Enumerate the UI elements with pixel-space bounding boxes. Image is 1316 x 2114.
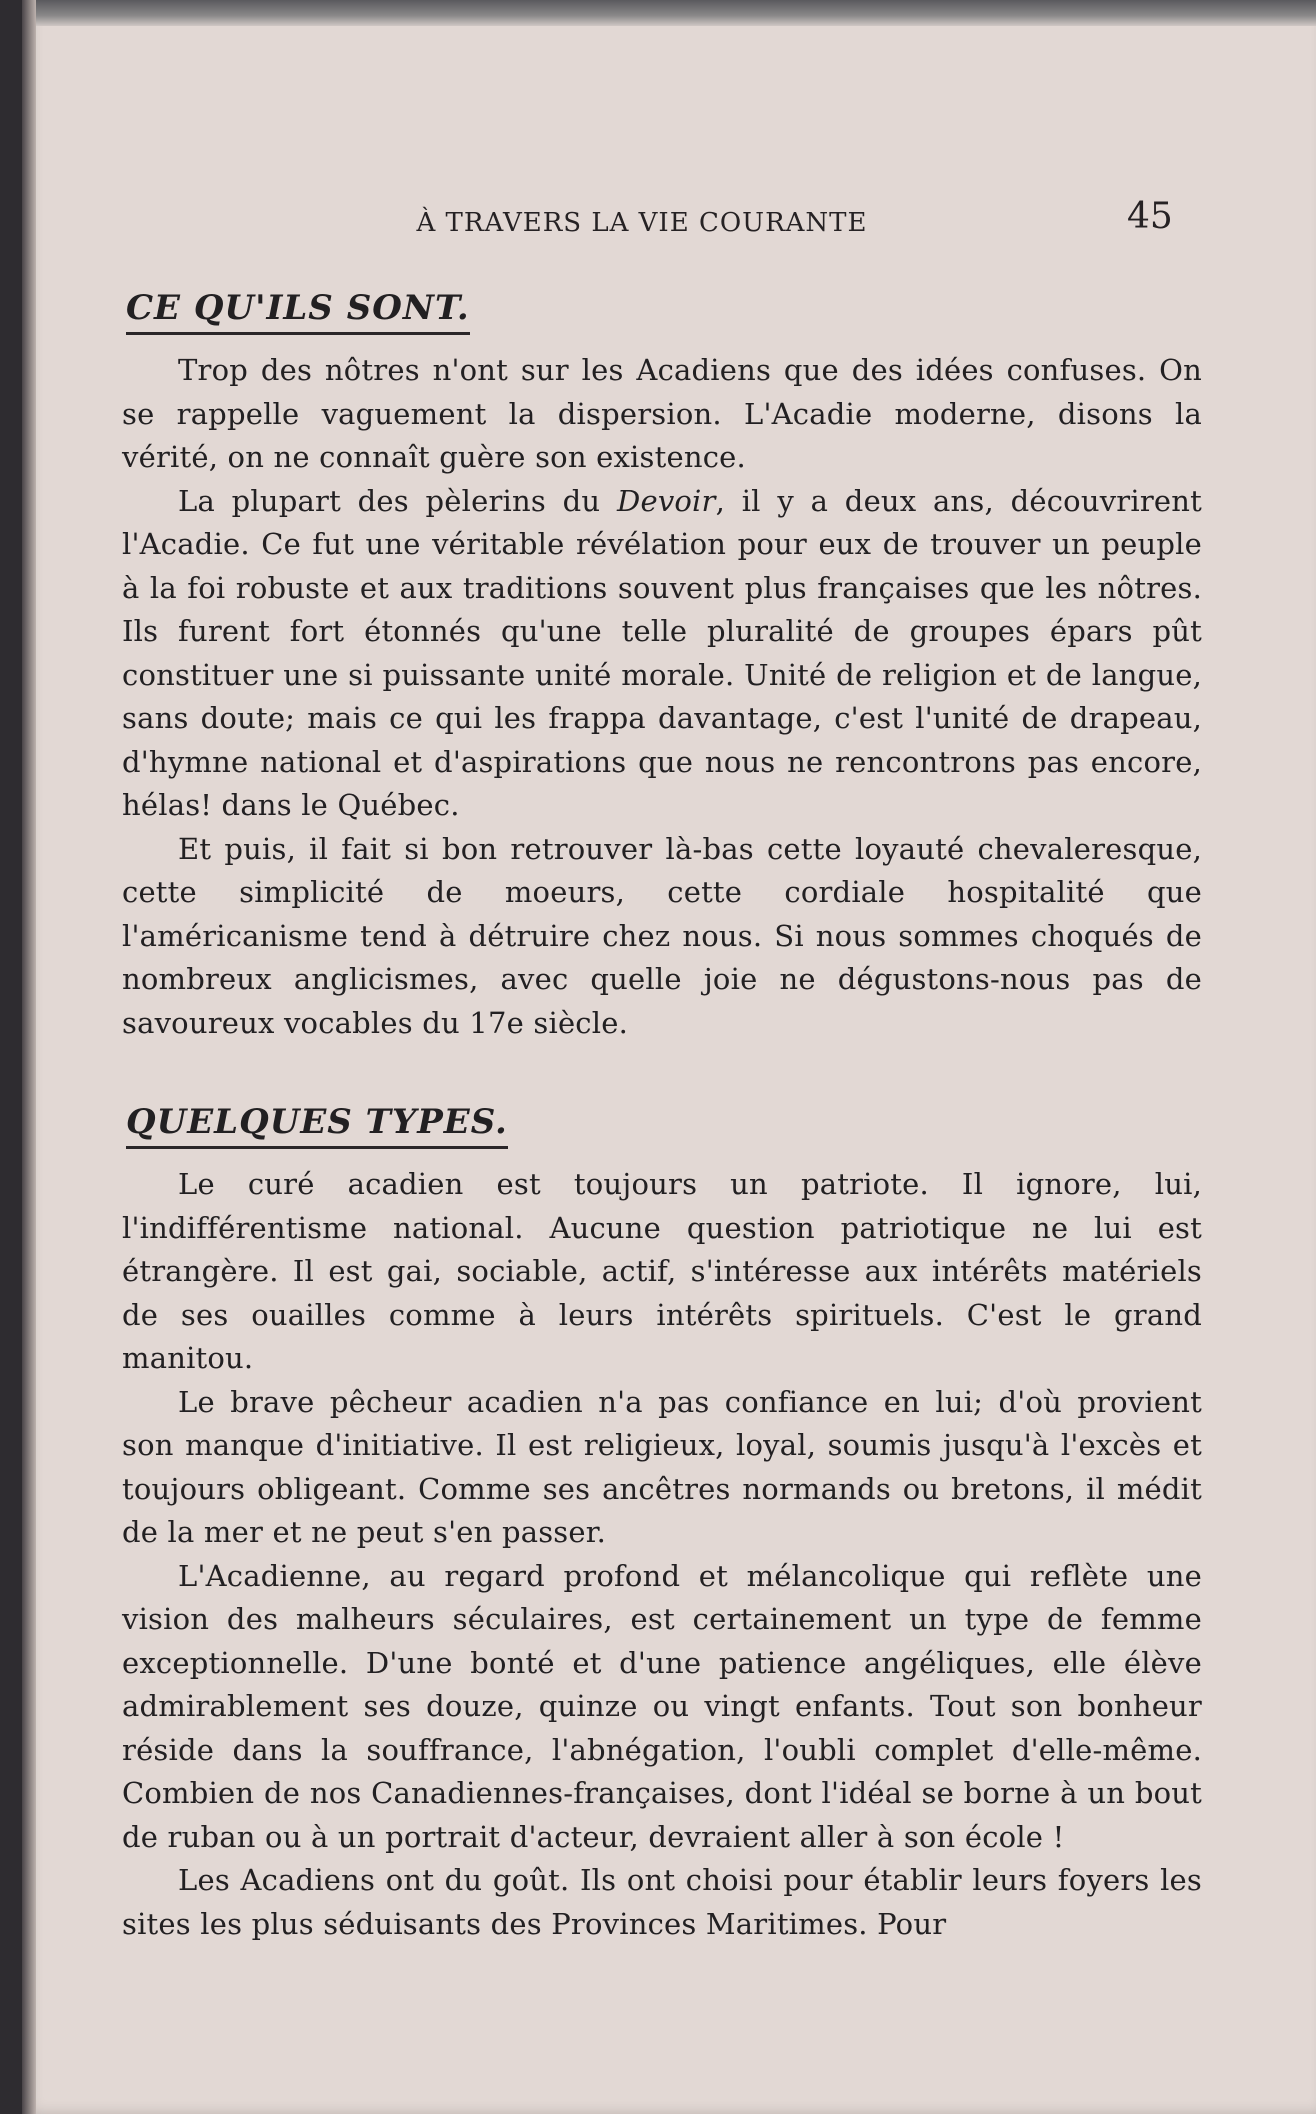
book-page bbox=[22, 0, 1316, 2114]
paragraph: La plupart des pèlerins du Devoir, il y a deux ans, découvrirent l'Acadie. Ce fut une véritable révélation pour eux de trouver un peuple à la foi robuste et aux traditions souvent plus françaises que les nôtres. Ils furent fort étonnés qu'une telle pluralité de groupes épars pût constituer une si puissante unité morale. Unité de religion et de langue, sans doute; mais ce qui les frappa davantage, c'est l'unité de drapeau, d'hymne national et d'aspirations que nous ne rencontrons pas encore, hélas! dans le Québec. bbox=[122, 483, 1202, 822]
section-quelques-types bbox=[122, 1102, 1202, 1946]
page-top-edge bbox=[22, 0, 1316, 26]
running-head: À TRAVERS LA VIE COURANTE bbox=[416, 208, 868, 238]
paragraph: Et puis, il fait si bon retrouver là-bas cette loyauté chevaleresque, cette simplicité de moeurs, cette cordiale hospitalité que l'américanisme tend à détruire chez nous. Si nous sommes choqués de nombreux anglicismes, avec quelle joie ne dégustons-nous pas de savoureux vocables du 17e siècle. bbox=[122, 831, 1202, 1040]
page-binding-edge bbox=[22, 0, 36, 2114]
section-ce-quils-sont bbox=[122, 288, 1202, 1045]
page-number: 45 bbox=[1127, 196, 1173, 237]
paragraph: Le brave pêcheur acadien n'a pas confiance en lui; d'où provient son manque d'initiative. Il est religieux, loyal, soumis jusqu'à l'excès et toujours obligeant. Comme ses ancêtres normands ou bretons, il médit de la mer et ne peut s'en passer. bbox=[122, 1384, 1202, 1549]
newspaper-title: Devoir bbox=[617, 483, 716, 518]
section-title: QUELQUES TYPES. bbox=[126, 1102, 508, 1149]
section-title: CE QU'ILS SONT. bbox=[126, 288, 470, 335]
paragraph: Le curé acadien est toujours un patriote. Il ignore, lui, l'indifférentisme national. Aucune question patriotique ne lui est étrangère. Il est gai, sociable, actif, s'intéresse aux intérêts matériels de ses ouailles comme à leurs intérêts spirituels. C'est le grand manitou. bbox=[122, 1167, 1202, 1375]
paragraph: Trop des nôtres n'ont sur les Acadiens que des idées confuses. On se rappelle vaguement la dispersion. L'Acadie moderne, disons la vérité, on ne connaît guère son existence. bbox=[122, 353, 1202, 474]
paragraph: Les Acadiens ont du goût. Ils ont choisi pour établir leurs foyers les sites les plus séduisants des Provinces Maritimes. Pour bbox=[122, 1863, 1202, 1941]
paragraph: L'Acadienne, au regard profond et mélancolique qui reflète une vision des malheurs séculaires, est certainement un type de femme exceptionnelle. D'une bonté et d'une patience angéliques, elle élève admirablement ses douze, quinze ou vingt enfants. Tout son bonheur réside dans la souffrance, l'abnégation, l'oubli complet d'elle-même. Combien de nos Canadiennes-françaises, dont l'idéal se borne à un bout de ruban ou à un portrait d'acteur, devraient aller à son école ! bbox=[122, 1558, 1202, 1854]
